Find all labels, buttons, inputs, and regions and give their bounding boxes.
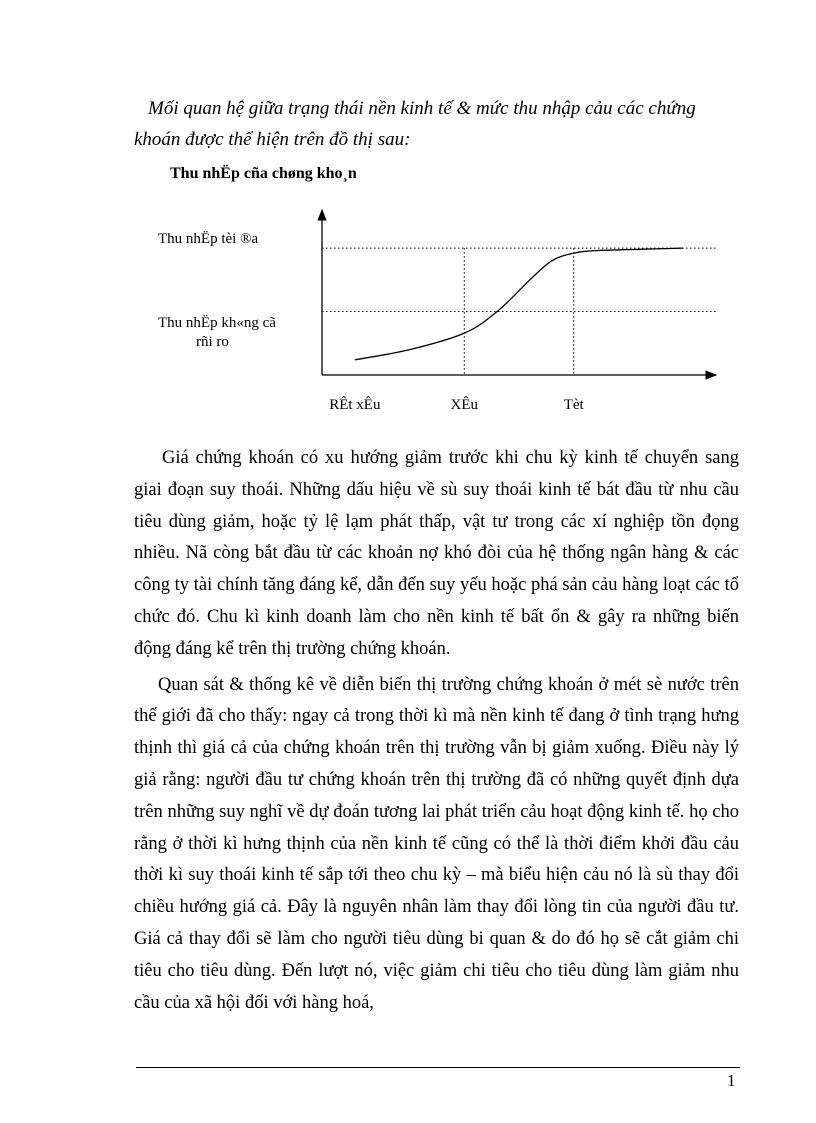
footer-rule xyxy=(136,1067,740,1068)
income-chart xyxy=(0,0,816,440)
y-label-riskfree-line2: rñi ro xyxy=(196,334,229,350)
y-label-riskfree-line1: Thu nhËp kh«ng cã xyxy=(158,315,276,331)
paragraph-1: Giá chứng khoán có xu hướng giảm trước khi chu kỳ kinh tế chuyển sang giai đoạn suy thoái. Những dấu hiệu về sù suy thoái kinh tế bát đầu từ nhu cầu tiêu dùng giảm, hoặc tỷ lệ lạm phát thấp, vật tư trong các xí nghiệp tồn đọng nhiều. Nã còng bắt đầu từ các khoản nợ khó đòi của hệ thống ngân hàng & các công ty tài chính tăng đáng kể, dẫn đến suy yếu hoặc phá sản cảu hàng loạt các tổ chức đó. Chu kì kinh doanh làm cho nền kinh tế bất ổn & gây ra những biến động đáng kể trên thị trường chứng khoán. xyxy=(134,448,739,659)
intro-line-2: khoán được thể hiện trên đồ thị sau: xyxy=(134,129,411,150)
page-number: 1 xyxy=(727,1071,736,1090)
body-text xyxy=(134,443,739,1019)
chart-title: Thu nhËp cña chøng kho¸n xyxy=(170,165,357,182)
x-tick-label-3: Tèt xyxy=(563,397,584,413)
y-label-max: Thu nhËp tèi ®a xyxy=(158,231,259,247)
income-curve xyxy=(355,248,683,360)
intro-line-1: Mối quan hệ giữa trạng thái nền kinh tế & mức thu nhập cảu các chứng xyxy=(148,98,696,119)
paragraph-2: Quan sát & thống kê về diễn biến thị trường chứng khoán ở mét sè nước trên thế giới đã cho thấy: ngay cả trong thời kì mà nền kinh tế đang ở tình trạng hưng thịnh thì giá cả của chứng khoán trên thị trường vẫn bị giảm xuống. Điều này lý giả rằng: người đầu tư chứng khoán trên thị trường đã có những quyết định dựa trên những suy nghĩ về dự đoán tương lai phát triển cảu hoạt động kinh tế. họ cho rằng ở thời kì hưng thịnh của nền kinh tế cũng có thể là thời điểm khởi đầu cảu thời kì suy thoái kinh tế sắp tới theo chu kỳ – mà biểu hiện cảu nó là sù thay đổi chiều hướng giá cả. Đây là nguyên nhân làm thay đổi lòng tin của người đầu tư. Giá cả thay đổi sẽ làm cho người tiêu dùng bi quan & do đó họ sẽ cắt giảm chi tiêu cho tiêu dùng. Đến lượt nó, việc giảm chi tiêu cho tiêu dùng làm giảm nhu cầu của xã hội đối với hàng hoá, xyxy=(134,674,739,1013)
x-tick-label-2: XÊu xyxy=(450,397,479,413)
x-tick-label-1: RÊt xÊu xyxy=(329,397,381,413)
